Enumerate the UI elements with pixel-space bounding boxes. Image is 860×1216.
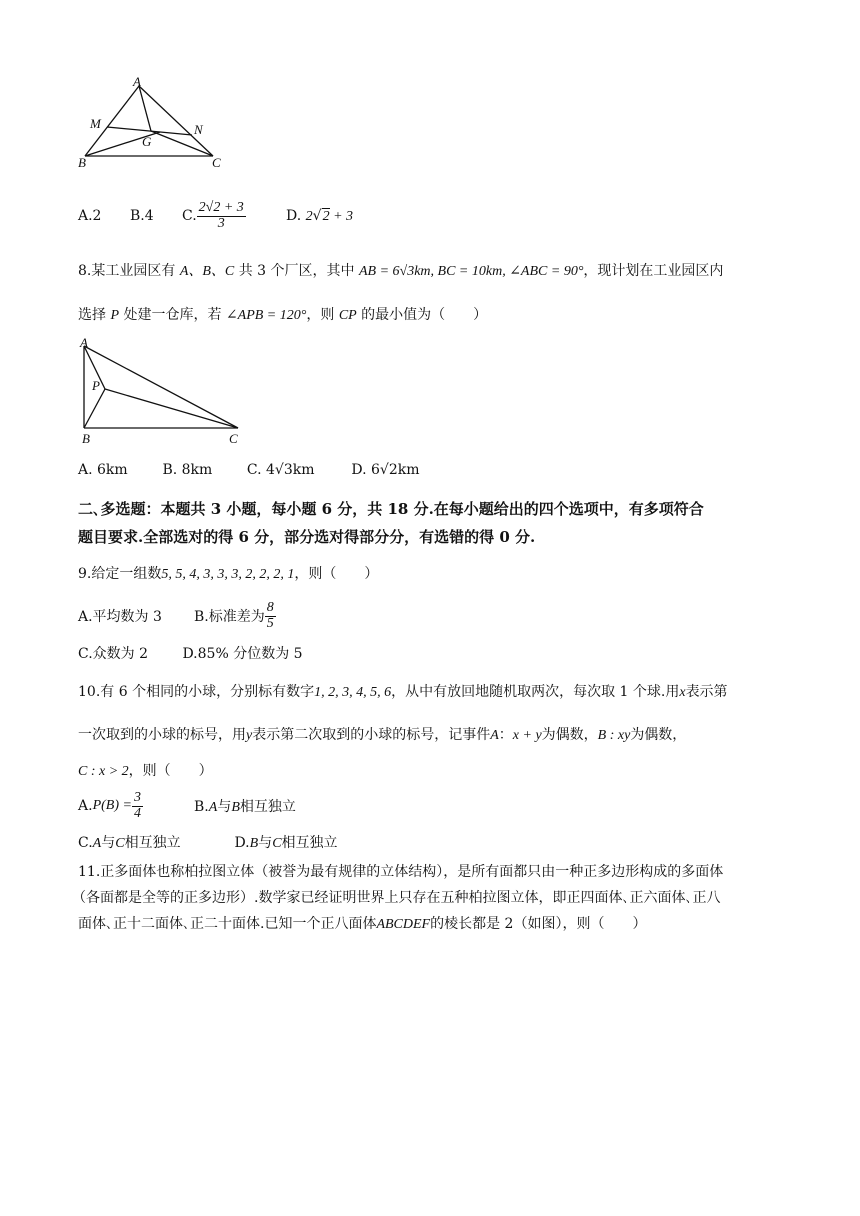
q9-options-row2 [78, 643, 303, 663]
triangle-figure-q7 [72, 74, 232, 174]
q10-stem-line3: C : x > 2，则（ ） [78, 763, 213, 779]
q9-option-c: C.众数为 2 [78, 646, 149, 662]
q8-options [78, 462, 419, 478]
label-c: C [229, 431, 238, 446]
q9-option-a: A.平均数为 3 [78, 609, 162, 625]
q8-stem-line1: 8.某工业园区有 A、B、C 共 3 个厂区，其中 AB = 6√3km, BC = 10km, ∠ABC = 90°，现计划在工业园区内 [78, 263, 724, 279]
q11-stem-line1: 11.正多面体也称柏拉图立体（被誉为最有规律的立体结构），是所有面都只由一种正多边形构成的多面体 [78, 864, 724, 880]
q10-option-d: D.B与C相互独立 [234, 835, 338, 851]
q7-options [78, 196, 353, 236]
q10-stem-line2: 一次取到的小球的标号，用y表示第二次取到的小球的标号，记事件A：x + y为偶数，B : xy为偶数， [78, 727, 687, 743]
q10-options-row2 [78, 832, 338, 852]
section2-heading-line1: 二､多选题：本题共 3 小题，每小题 6 分，共 18 分.在每小题给出的四个选项中，有多项符合 [78, 500, 704, 518]
label-p: P [92, 378, 100, 393]
triangle-figure-q8 [74, 336, 254, 448]
segment-bp [84, 389, 105, 428]
q9-option-b: B.标准差为 $\frac{8}{5}$ [194, 599, 274, 631]
label-n: N [194, 122, 203, 137]
label-g: G [142, 134, 152, 149]
q8-option-b: B. 8km [162, 462, 213, 478]
label-m: M [90, 116, 101, 131]
q9-stem: 9.给定一组数5, 5, 4, 3, 3, 3, 2, 2, 2, 1，则（ ） [78, 566, 379, 582]
section2-heading-line2: 题目要求.全部选对的得 6 分，部分选对得部分分，有选错的得 0 分. [78, 528, 536, 546]
q7-option-a: A.2 [78, 208, 102, 224]
label-b: B [78, 155, 86, 170]
q11-stem-line3: 面体､正十二面体､正二十面体.已知一个正八面体ABCDEF的棱长都是 2（如图），则（ ） [78, 916, 647, 932]
q9-option-d: D.85% 分位数为 5 [182, 646, 303, 662]
q10-stem-line1: 10.有 6 个相同的小球，分别标有数字1, 2, 3, 4, 5, 6，从中有放回地随机取两次，每次取 1 个球.用x表示第 [78, 684, 728, 700]
q9-options-row1 [78, 596, 276, 636]
q11-stem-line2: （各面都是全等的正多边形）.数学家已经证明世界上只存在五种柏拉图立体，即正四面体､正六面体､正八 [72, 890, 721, 906]
q8-stem-line2: 选择 P 处建一仓库，若 ∠APB = 120°，则 CP 的最小值为（ ） [78, 307, 488, 323]
segment-cp [105, 389, 238, 428]
edge-ac [84, 346, 238, 428]
q8-option-a: A. 6km [78, 462, 128, 478]
q8-option-d: D. 6√2km [351, 462, 420, 478]
segment-ag [139, 86, 151, 131]
label-a: A [133, 74, 141, 89]
q8-option-c: C. 4√3km [246, 462, 315, 478]
label-c: C [212, 155, 221, 170]
q7-option-c: C. $\frac{2√2 + 3}{3}$ [182, 199, 244, 231]
label-a: A [80, 336, 88, 350]
q10-options-row1 [78, 786, 296, 826]
q10-option-a: A. P(B) = $\frac{3}{4}$ [78, 789, 141, 821]
q7-option-d: D. 2√2 + 3 [286, 207, 354, 224]
q7-option-b: B.4 [130, 208, 154, 224]
segment-cg [151, 131, 213, 156]
q10-option-b: B.A与B相互独立 [194, 799, 296, 815]
label-b: B [82, 431, 90, 446]
q10-option-c: C.A与C相互独立 [78, 835, 181, 851]
